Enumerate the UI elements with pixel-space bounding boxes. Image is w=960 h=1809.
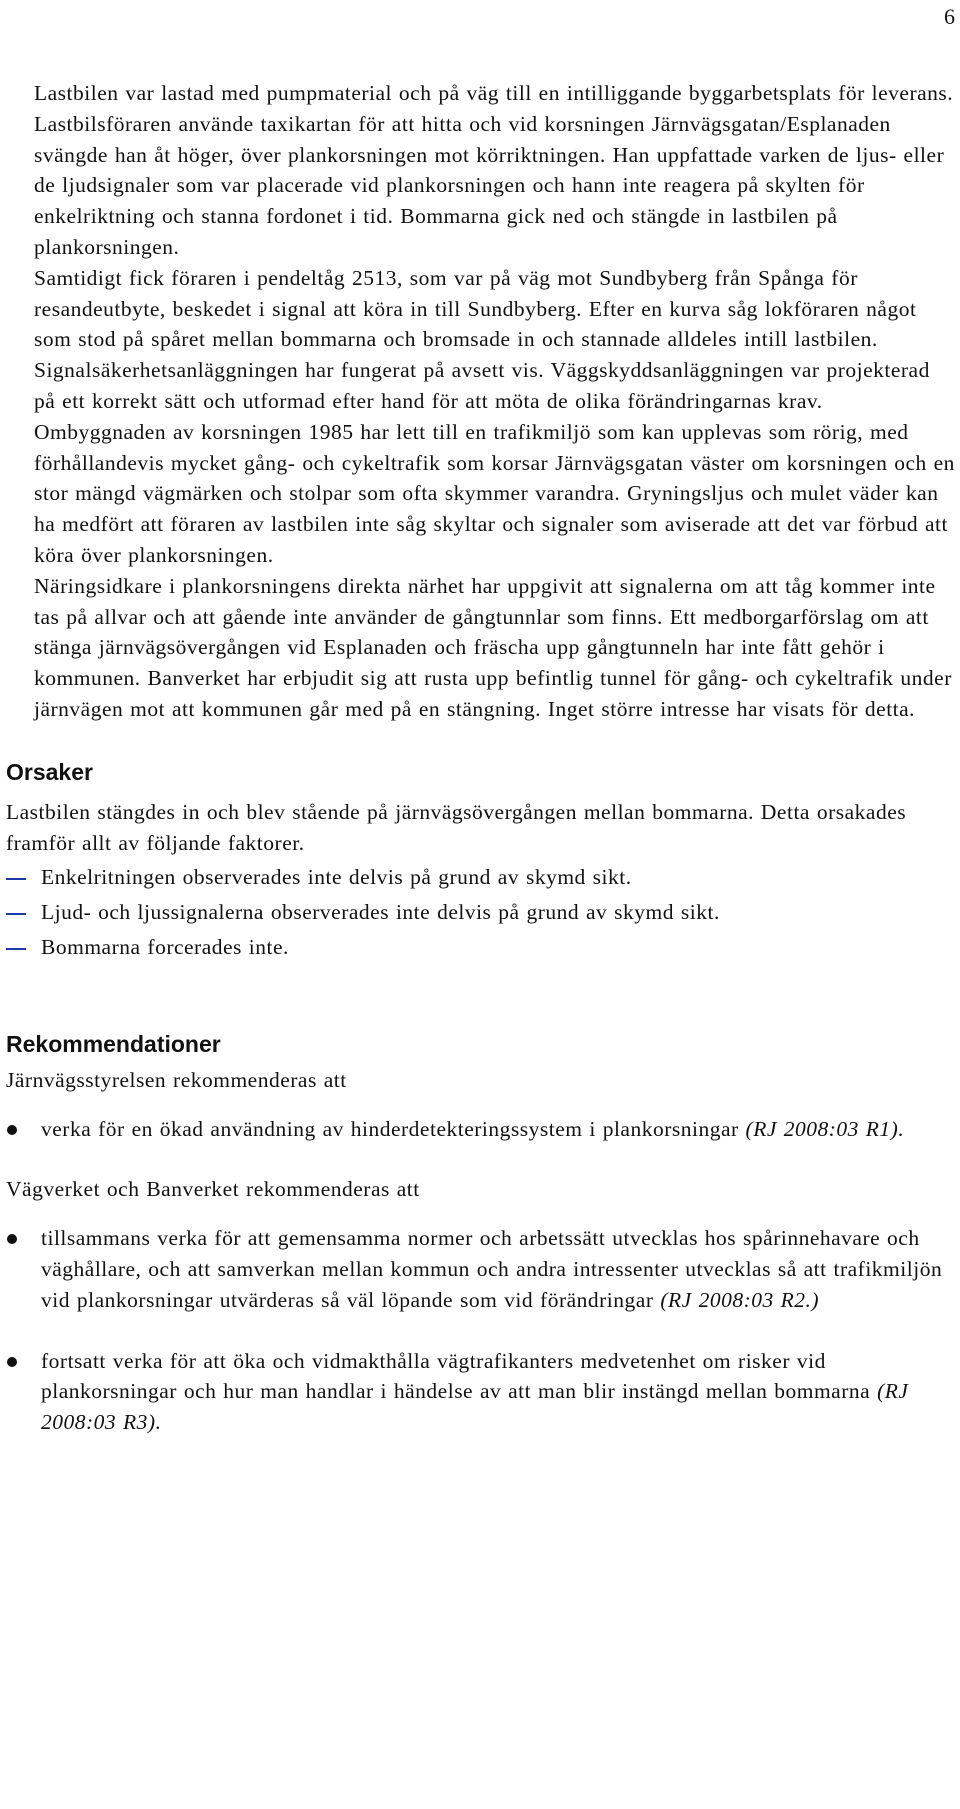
bullet-dot-icon	[7, 1357, 17, 1367]
intro-paragraph-4: Signalsäkerhetsanläggningen har fungerat på avsett vis. Väggskyddsanläggningen var projekterad på ett korrekt sätt och utformad efter hand för att möta de olika förändringarnas krav. Ombyggnaden av korsningen 1985 har lett till en trafikmiljö som kan upplevas som rörig, med förhållandevis mycket gång- och cykeltrafik som korsar Järnvägsgatan väster om korsningen och en stor mängd vägmärken och stolpar som ofta skymmer varandra. Gryningsljus och mulet väder kan ha medfört att föraren av lastbilen inte såg skyltar och signaler som aviserade att det var förbud att köra över plankorsningen.	[34, 358, 955, 567]
intro-section-4	[6, 355, 956, 571]
orsaker-item-text: Bommarna forcerades inte.	[41, 934, 289, 959]
orsaker-text: Lastbilen stängdes in och blev stående på järnvägsövergången mellan bommarna. Detta orsakades framför allt av följande faktorer.	[6, 799, 907, 855]
rekommendation-item	[6, 1114, 956, 1145]
rekommendationer-intro-2: Vägverket och Banverket rekommenderas att	[6, 1177, 420, 1202]
rekommendation-ref: (RJ 2008:03 R2.)	[660, 1287, 820, 1312]
bullet-dot-icon	[7, 1125, 17, 1135]
document-body	[6, 78, 956, 1438]
intro-paragraph-2: Lastbilsföraren använde taxikartan för att hitta och vid korsningen Järnvägsgatan/Esplanaden svängde han åt höger, över plankorsningen mot körriktningen. Han uppfattade varken de ljus- eller de ljudsignaler som var placerade vid plankorsningen och hann inte reagera på skylten för enkelriktning och stanna fordonet i tid. Bommarna gick ned och stängde in lastbilen på plankorsningen.	[34, 111, 945, 259]
intro-section-3	[6, 263, 956, 355]
orsaker-list-item	[6, 897, 956, 928]
orsaker-item-text: Enkelritningen observerades inte delvis på grund av skymd sikt.	[41, 865, 632, 890]
intro-paragraph-3: Samtidigt fick föraren i pendeltåg 2513, som var på väg mot Sundbyberg från Spånga för resandeutbyte, beskedet i signal att köra in till Sundbyberg. Efter en kurva såg lokföraren något som stod på spåret mellan bommarna och bromsade in och stannade alldeles intill lastbilen.	[34, 265, 917, 352]
orsaker-list	[6, 862, 956, 962]
rekommendation-text: verka för en ökad användning av hinderdetekteringssystem i plankorsningar	[41, 1116, 739, 1141]
page-number: 6	[944, 4, 955, 29]
dash-bullet-icon	[6, 948, 26, 950]
intro-section	[6, 78, 956, 109]
rekommendation-ref: (RJ 2008:03 R1).	[745, 1116, 905, 1141]
dash-bullet-icon	[6, 913, 26, 915]
orsaker-heading: Orsaker	[6, 758, 93, 785]
dash-bullet-icon	[6, 878, 26, 880]
orsaker-list-item	[6, 932, 956, 963]
rekommendation-ref: (RJ 2008:03 R3).	[41, 1379, 909, 1435]
bullet-dot-icon	[7, 1234, 17, 1244]
rekommendation-text: tillsammans verka för att gemensamma normer och arbetssätt utvecklas hos spårinnehavare och väghållare, och att samverkan mellan kommun och andra intressenter utvecklas så att trafikmiljön vid plankorsningar utvärderas så väl löpande som vid förändringar	[41, 1226, 943, 1312]
intro-section-2	[6, 109, 956, 263]
intro-paragraph-5: Näringsidkare i plankorsningens direkta närhet har uppgivit att signalerna om att tåg kommer inte tas på allvar och att gående inte använder de gångtunnlar som finns. Ett medborgarförslag om att stänga järnvägsövergången vid Esplanaden och fräscha upp gångtunneln har inte fått gehör i kommunen. Banverket har erbjudit sig att rusta upp befintlig tunnel för gång- och cykeltrafik under järnvägen mot att kommunen går med på en stängning. Inget större intresse har visats för detta.	[34, 573, 952, 721]
rekommendation-list-2	[6, 1223, 956, 1438]
intro-paragraph-1: Lastbilen var lastad med pumpmaterial och på väg till en intilliggande byggarbetsplats för leverans.	[34, 81, 954, 105]
orsaker-list-item	[6, 862, 956, 893]
rekommendation-item	[6, 1223, 956, 1315]
rekommendation-list-1	[6, 1114, 956, 1145]
rekommendationer-heading: Rekommendationer	[6, 1030, 221, 1057]
rekommendation-item	[6, 1346, 956, 1438]
rekommendationer-intro-1: Järnvägsstyrelsen rekommenderas att	[6, 1067, 347, 1092]
orsaker-item-text: Ljud- och ljussignalerna observerades inte delvis på grund av skymd sikt.	[41, 900, 720, 925]
intro-section-5	[6, 571, 956, 725]
rekommendation-text: fortsatt verka för att öka och vidmakthålla vägtrafikanters medvetenhet om risker vid plankorsningar och hur man handlar i händelse av att man blir instängd mellan bommarna	[41, 1348, 871, 1404]
